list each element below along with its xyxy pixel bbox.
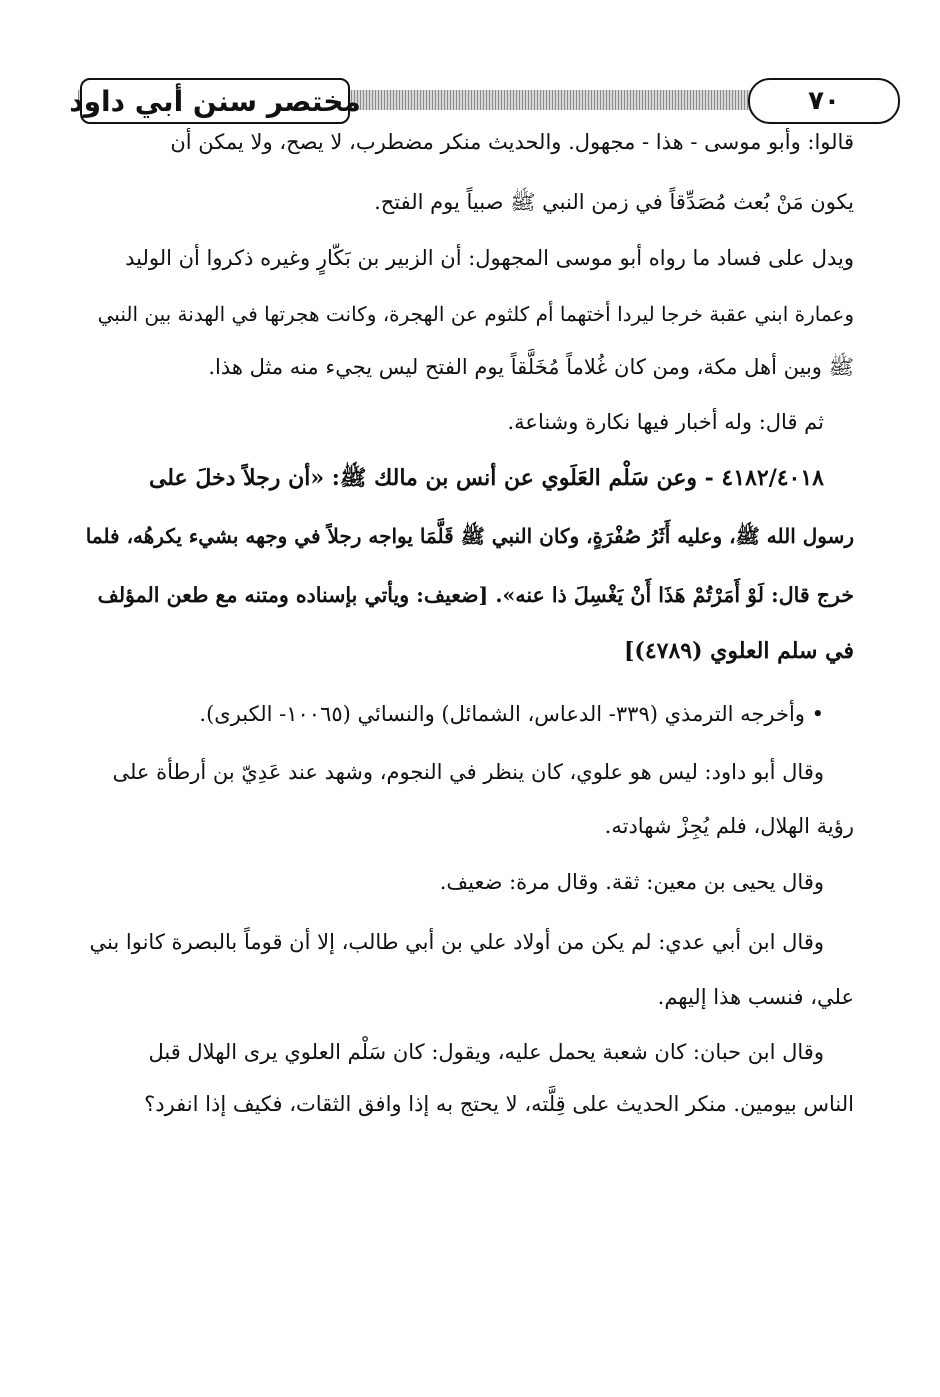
text-line: رؤية الهلال، فلم يُجِزْ شهادته. [604,814,854,838]
page-header [69,78,850,124]
text-line: علي، فنسب هذا إليهم. [657,985,854,1009]
text-line: وعمارة ابني عقبة خرجا ليردا أختهما أم كلثوم عن الهجرة، وكانت هجرتها في الهدنة بين النبي [97,302,854,326]
page-number: ٧٠ [808,86,840,116]
text-line: ثم قال: وله أخبار فيها نكارة وشناعة. [507,410,824,434]
text-line: • وأخرجه الترمذي (٣٣٩- الدعاس، الشمائل) والنسائي (١٠٠٦٥- الكبرى). [199,702,824,726]
hadith-line: في سلم العلوي (٤٧٨٩)] [624,638,854,664]
text-line: ويدل على فساد ما رواه أبو موسى المجهول: أن الزبير بن بَكّارٍ وغيره ذكروا أن الوليد [125,246,854,270]
text-line: ﷺ وبين أهل مكة، ومن كان غُلاماً مُخَلَّقاً يوم الفتح ليس يجيء منه مثل هذا. [208,355,854,379]
text-line: يكون مَنْ بُعث مُصَدِّقاً في زمن النبي ﷺ صبياً يوم الفتح. [374,190,854,214]
book-title-frame [69,78,361,124]
text-line: وقال ابن أبي عدي: لم يكن من أولاد علي بن أبي طالب، إلا أن قوماً بالبصرة كانوا بني [89,930,824,954]
text-line: وقال أبو داود: ليس هو علوي، كان ينظر في النجوم، وشهد عند عَدِيّ بن أرطأة على [112,760,824,784]
book-title: مختصر سنن أبي داود [69,84,361,118]
text-line: وقال يحيى بن معين: ثقة. وقال مرة: ضعيف. [439,870,824,894]
text-line: الناس بيومين. منكر الحديث على قِلَّته، لا يحتج به إذا وافق الثقات، فكيف إذا انفرد؟ [144,1092,854,1116]
page-number-frame [748,78,900,124]
hadith-line: رسول الله ﷺ، وعليه أَثَرُ صُفْرَةٍ، وكان النبي ﷺ قَلَّمَا يواجه رجلاً في وجهه بشيء يكرهُه، فلما [85,524,854,548]
text-line: قالوا: وأبو موسى - هذا - مجهول. والحديث منكر مضطرب، لا يصح، ولا يمكن أن [170,130,854,154]
hadith-line: خرج قال: لَوْ أَمَرْتُمْ هَذَا أَنْ يَغْسِلَ ذا عنه». [ضعيف: ويأتي بإسناده ومتنه مع طعن المؤلف [97,583,854,607]
text-line: وقال ابن حبان: كان شعبة يحمل عليه، ويقول: كان سَلْم العلوي يرى الهلال قبل [148,1040,824,1064]
hadith-line: ٤١٨٢/٤٠١٨ - وعن سَلْم العَلَوي عن أنس بن مالك ﷺ: «أن رجلاً دخلَ على [148,465,824,491]
